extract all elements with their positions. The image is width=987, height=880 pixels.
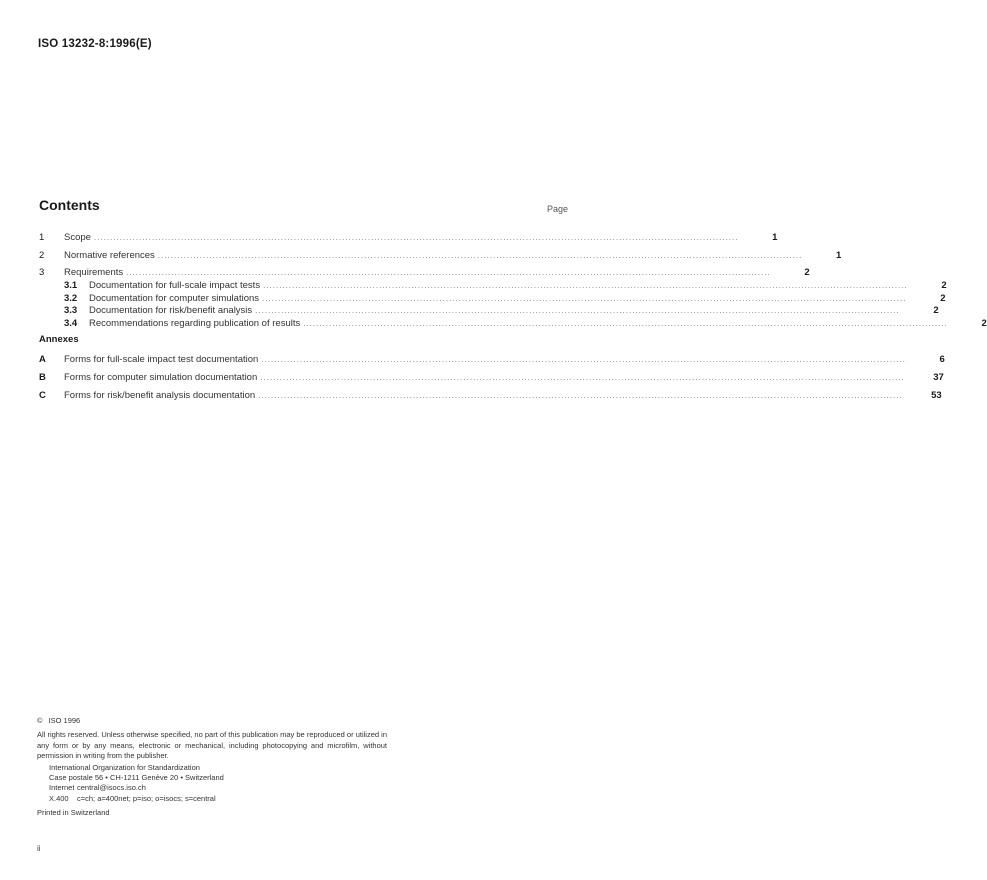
toc-entry-page: 6 [939, 354, 945, 365]
toc-entry-title: Forms for full-scale impact test documentation [64, 354, 259, 365]
copyright-icon: © [37, 716, 43, 725]
toc-entry-page: 2 [941, 280, 947, 291]
internet-line [37, 783, 387, 793]
leader-dots: ........................................................................................................................................................................................................ [126, 268, 771, 277]
toc-entry-number: 3.4 [64, 318, 78, 329]
toc-entry-page: 53 [931, 390, 942, 401]
organization-name: International Organization for Standardization [49, 762, 200, 772]
toc-entry-page: 2 [940, 293, 946, 304]
toc-subentry[interactable] [64, 304, 939, 317]
toc-title: Contents [39, 197, 100, 213]
leader-dots: ........................................................................................................................................................................................................ [260, 373, 905, 382]
leader-dots: ........................................................................................................................................................................................................ [261, 355, 906, 364]
toc-entry-title: Documentation for risk/benefit analysis [89, 305, 253, 316]
copyright-line [37, 716, 387, 726]
leader-dots: ........................................................................................................................................................................................................ [255, 306, 900, 315]
toc-entry-page: 1 [772, 232, 778, 243]
toc-entry[interactable] [39, 231, 778, 244]
page-number: ii [37, 844, 41, 853]
postal-address: Case postale 56 • CH-1211 Genève 20 • Switzerland [49, 773, 224, 783]
annexes-heading: Annexes [39, 334, 79, 345]
x400-address: c=ch; a=400net; p=iso; o=isocs; s=central [77, 793, 216, 803]
toc-annex-entry[interactable] [39, 389, 942, 402]
toc-entry-number: 3.3 [64, 305, 78, 316]
x400-line [37, 794, 387, 804]
toc-entry-title: Requirements [64, 267, 124, 278]
toc-entry-page: 37 [933, 372, 944, 383]
annex-letter: C [39, 390, 46, 401]
annex-letter: B [39, 372, 46, 383]
copyright-text: ISO 1996 [48, 716, 81, 725]
toc-entry-title: Forms for computer simulation documentation [64, 372, 258, 383]
toc-entry-title: Recommendations regarding publication of results [89, 318, 301, 329]
toc-annex-entry[interactable] [39, 353, 945, 366]
annex-letter: A [39, 354, 46, 365]
toc-entry-page: 2 [804, 267, 810, 278]
toc-entry-number: 3.2 [64, 293, 78, 304]
leader-dots: ........................................................................................................................................................................................................ [262, 294, 907, 303]
toc-entry[interactable] [39, 266, 810, 279]
printed-in: Printed in Switzerland [37, 808, 110, 818]
toc-entry-page: 1 [836, 250, 842, 261]
leader-dots: ........................................................................................................................................................................................................ [303, 319, 948, 328]
toc-entry-page: 2 [981, 318, 987, 329]
leader-dots: ........................................................................................................................................................................................................ [263, 281, 908, 290]
document-id: ISO 13232-8:1996(E) [38, 38, 152, 50]
toc-entry-title: Normative references [64, 250, 155, 261]
leader-dots: ........................................................................................................................................................................................................ [157, 251, 803, 260]
leader-dots: ........................................................................................................................................................................................................ [258, 391, 903, 400]
leader-dots: ........................................................................................................................................................................................................ [93, 233, 739, 242]
toc-entry[interactable] [39, 249, 842, 262]
toc-annex-entry[interactable] [39, 371, 944, 384]
rights-notice: All rights reserved. Unless otherwise specified, no part of this publication may be reproduced or utilized in any form or by any means, electronic or mechanical, including photocopying and microfilm, without permission in writing from the publisher. [37, 730, 387, 761]
page-column-label: Page [547, 204, 569, 214]
copyright-footer [37, 716, 387, 819]
toc-subentry[interactable] [64, 279, 947, 292]
toc-entry-number: 3.1 [64, 280, 78, 291]
toc-entry-title: Scope [64, 232, 91, 243]
toc-entry-number: 2 [39, 250, 45, 261]
toc-entry-title: Documentation for full-scale impact tests [89, 280, 261, 291]
toc-entry-page: 2 [933, 305, 939, 316]
toc-entry-title: Forms for risk/benefit analysis documentation [64, 390, 256, 401]
internet-label: Internet [49, 783, 75, 793]
internet-address: central@isocs.iso.ch [77, 783, 146, 793]
toc-entry-number: 1 [39, 232, 45, 243]
toc-subentry[interactable] [64, 317, 987, 330]
toc-entry-title: Documentation for computer simulations [89, 293, 260, 304]
x400-label: X.400 [49, 793, 69, 803]
toc-entry-number: 3 [39, 267, 45, 278]
